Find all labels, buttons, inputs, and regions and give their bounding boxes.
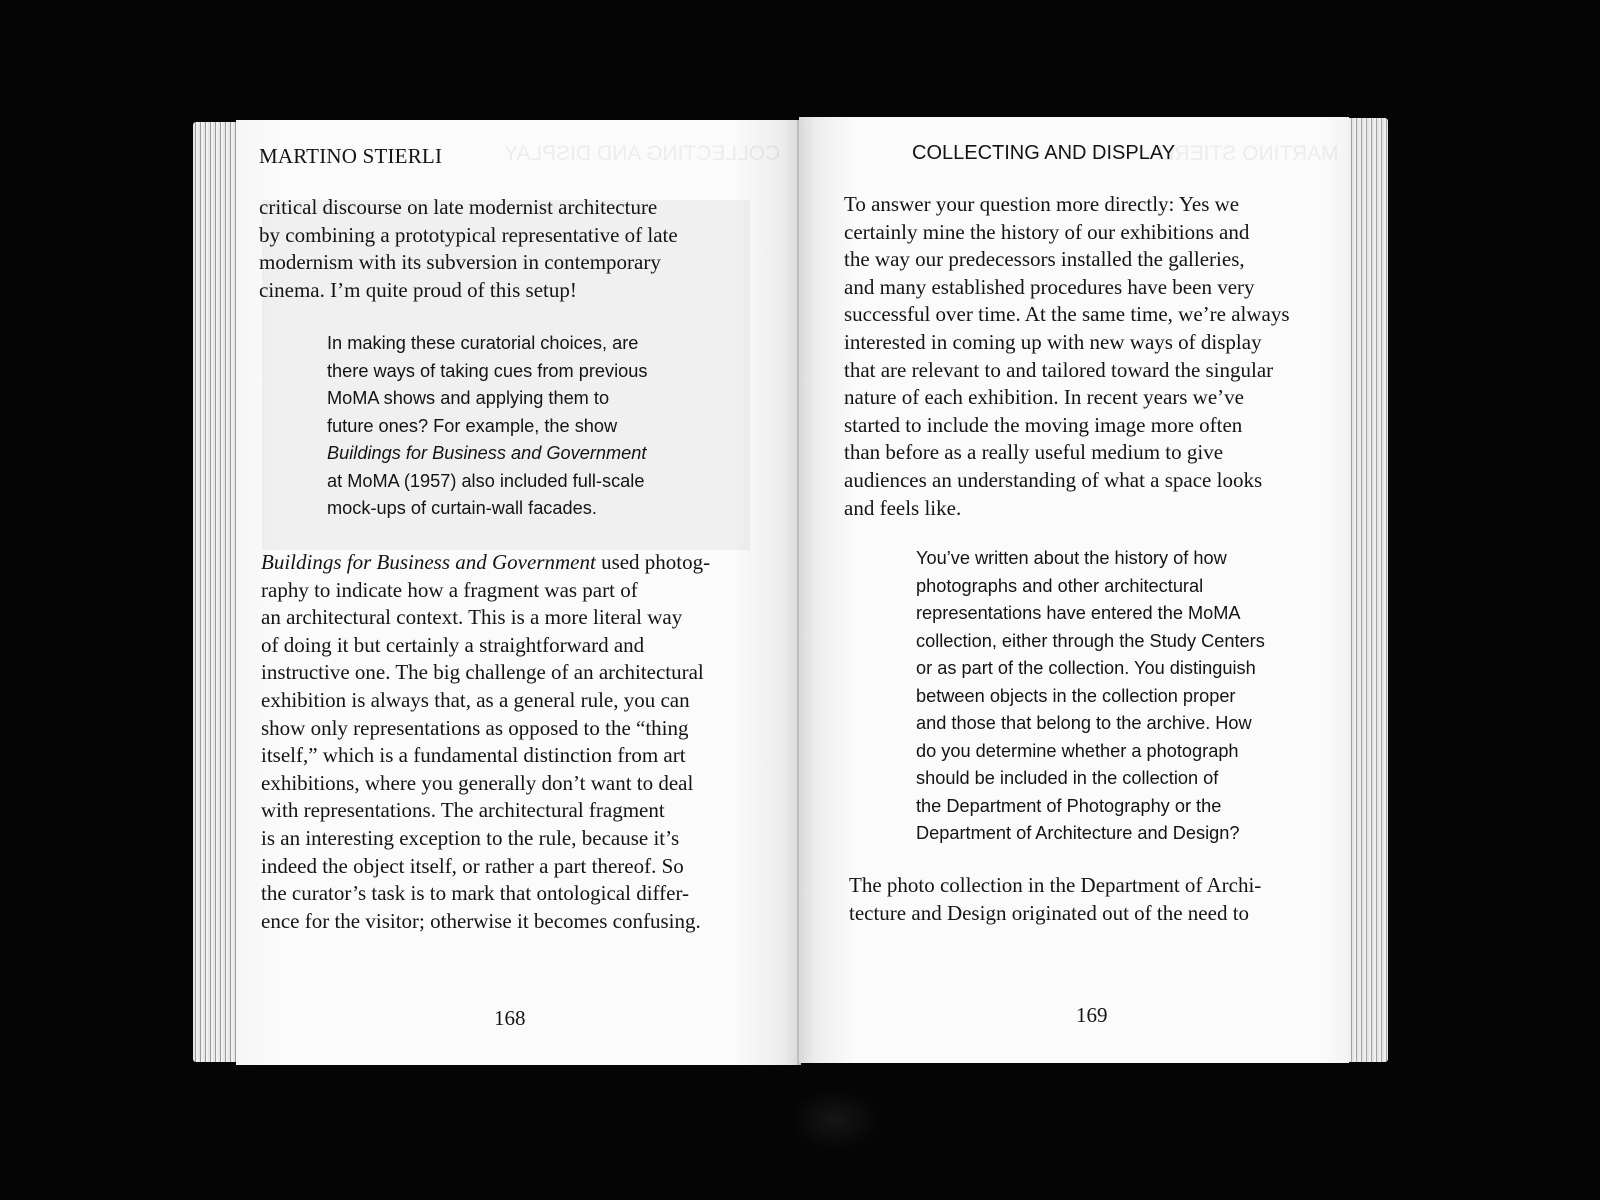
- text-line: representations have entered the MoMA: [916, 603, 1241, 623]
- text-line: tecture and Design originated out of the need to: [849, 900, 1250, 925]
- text-line: certainly mine the history of our exhibitions and: [844, 219, 1250, 244]
- interview-question: [327, 330, 647, 523]
- text-line: raphy to indicate how a fragment was part of: [261, 577, 638, 602]
- text-line: is an interesting exception to the rule, because it’s: [261, 825, 680, 850]
- text-line: and many established procedures have been very: [844, 274, 1255, 299]
- text-line: future ones? For example, the show: [327, 415, 618, 436]
- show-through-running-head: COLLECTING AND DISPLAY: [504, 142, 781, 165]
- italic-title: Buildings for Business and Government: [261, 550, 596, 574]
- text-line: should be included in the collection of: [916, 768, 1219, 788]
- text-line: The photo collection in the Department of Archi-: [849, 873, 1262, 897]
- text-line: MoMA shows and applying them to: [327, 388, 610, 408]
- text-line: exhibition is always that, as a general rule, you can: [261, 687, 690, 712]
- text-line: by combining a prototypical representative of late: [259, 222, 678, 247]
- text-line: and those that belong to the archive. How: [916, 713, 1252, 733]
- left-page: [236, 120, 801, 1065]
- text-line: with representations. The architectural fragment: [261, 798, 665, 823]
- text-line: do you determine whether a photograph: [916, 740, 1239, 761]
- text-line: between objects in the collection proper: [916, 685, 1236, 706]
- text-line: the way our predecessors installed the galleries,: [844, 247, 1245, 272]
- page-number: 169: [1076, 1003, 1108, 1027]
- text-line: at MoMA (1957) also included full-scale: [327, 470, 645, 491]
- text-line: [261, 549, 710, 577]
- italic-title: Buildings for Business and Government: [327, 443, 647, 463]
- running-head: COLLECTING AND DISPLAY: [912, 142, 1176, 164]
- text-line: audiences an understanding of what a space looks: [844, 467, 1263, 492]
- text-line: successful over time. At the same time, we’re always: [844, 302, 1290, 327]
- text-line: interested in coming up with new ways of display: [844, 329, 1262, 354]
- running-head: MARTINO STIERLI: [259, 144, 443, 168]
- text-line: You’ve written about the history of how: [916, 548, 1227, 568]
- text-line: mock-ups of curtain-wall facades.: [327, 498, 597, 518]
- background-shadow: [790, 1090, 880, 1150]
- text-line: cinema. I’m quite proud of this setup!: [259, 277, 577, 302]
- paragraph-2: [849, 872, 1261, 927]
- right-page: [799, 117, 1349, 1063]
- left-page-edges: [193, 122, 241, 1062]
- text-line: an architectural context. This is a more literal way: [261, 605, 683, 630]
- text-line: started to include the moving image more often: [844, 412, 1243, 437]
- text-line: of doing it but certainly a straightforward and: [261, 632, 645, 657]
- text-line: modernism with its subversion in contemporary: [259, 250, 661, 275]
- interview-question: [916, 545, 1265, 848]
- text-line: or as part of the collection. You distinguish: [916, 658, 1256, 678]
- text-line: itself,” which is a fundamental distinction from art: [261, 743, 686, 768]
- right-page-edges: [1344, 118, 1388, 1062]
- text-line: the Department of Photography or the: [916, 795, 1222, 816]
- text-line: collection, either through the Study Centers: [916, 630, 1265, 651]
- text-line: that are relevant to and tailored toward the singular: [844, 357, 1274, 382]
- text-line: [327, 440, 647, 468]
- text-line: To answer your question more directly: Yes we: [844, 192, 1240, 216]
- text-line: indeed the object itself, or rather a part thereof. So: [261, 853, 684, 878]
- text-line: instructive one. The big challenge of an architectural: [261, 660, 704, 685]
- text-line: critical discourse on late modernist architecture: [259, 195, 658, 219]
- text-line: Department of Architecture and Design?: [916, 823, 1240, 843]
- text-line: In making these curatorial choices, are: [327, 333, 639, 353]
- text-line: show only representations as opposed to the “thing: [261, 715, 689, 740]
- text-fragment: used photog-: [595, 550, 711, 574]
- show-through-running-head: MARTINO STIERLI: [1157, 142, 1339, 165]
- text-line: exhibitions, where you generally don’t want to deal: [261, 770, 694, 795]
- text-line: nature of each exhibition. In recent years we’ve: [844, 385, 1244, 410]
- paragraph-1: [844, 191, 1290, 522]
- paragraph-1: [259, 194, 678, 304]
- page-number: 168: [494, 1006, 526, 1030]
- text-line: photographs and other architectural: [916, 575, 1204, 596]
- text-line: the curator’s task is to mark that ontological differ-: [261, 881, 690, 906]
- text-line: than before as a really useful medium to give: [844, 440, 1224, 465]
- paragraph-2: [261, 549, 710, 935]
- text-line: there ways of taking cues from previous: [327, 360, 648, 381]
- text-line: and feels like.: [844, 495, 962, 520]
- text-line: ence for the visitor; otherwise it becomes confusing.: [261, 908, 701, 933]
